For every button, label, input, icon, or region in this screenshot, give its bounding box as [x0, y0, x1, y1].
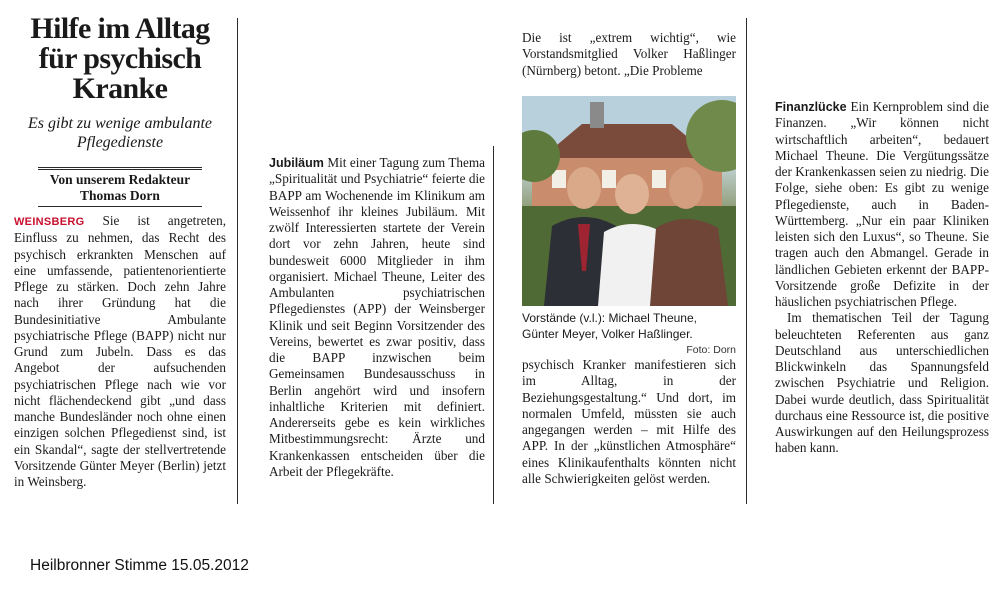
- source-footer: Heilbronner Stimme 15.05.2012: [30, 557, 249, 574]
- column-2-text: Mit einer Tagung zum Thema „Spiritualität und Psychiatrie“ feierte die BAPP am Wochenende im Klinikum am Weissenhof ihr kleines Jubiläum. Mit zwölf Interessierten startete der Verein dort vor zehn Jahren, heute sind bundesweit 6000 Mitglieder in ihm organisiert. Michael Theune, Leiter des Ambulanten psychiatrischen Pflegedienstes (APP) der Weinsberger Klinik und seit Beginn Vorsitzender des Vereins, bewertet es zwar positiv, dass die BAPP inzwischen beim Gemeinsamen Bundesausschuss in Berlin angehört wird und insofern inhaltliche Kriterien mit definiert. Andererseits gebe es kein wirkliches Mitbestimmungsrecht: Ärzte und Krankenkassen entscheiden über die Arbeit der Pflegekräfte.: [269, 155, 485, 479]
- column-4-text-2: Im thematischen Teil der Tagung beleuchteten Referenten aus ganz Deutschland aus unterschiedlichen Blickwinkeln das Spannungsfeld zwischen Psychiatrie und Religion. Dabei wurde deutlich, dass Spiritualität durchaus eine Ressource ist, die positive Auswirkungen auf den Heilungsprozess haben kann.: [775, 310, 989, 456]
- headline: Hilfe im Alltag für psychisch Kranke: [30, 12, 210, 105]
- column-4-text: Ein Kernproblem sind die Finanzen. „Wir können nicht wirtschaftlich arbeiten“, bedauert Michael Theune. Die Vergütungssätze der Krankenkassen seien zu niedrig. Die Folge, siehe oben: Es gibt zu wenige Pflegedienste, auch in Baden-Württemberg. „Nur ein paar Kliniken leisten sich den Luxus“, so Theune. Sie tragen auch den Abmangel. Gerade in ländlichen Gebieten erkennt der BAPP-Vorsitzende große Defizite in der häuslichen psychiatrischen Pflege.: [775, 99, 990, 309]
- photo-illustration: [522, 96, 736, 306]
- photo: [522, 96, 736, 306]
- column-divider-3: [746, 18, 747, 504]
- byline: [14, 172, 226, 204]
- byline-rule-top-2: [38, 169, 202, 170]
- subheadline: Es gibt zu wenige ambulante Pflegedienste: [28, 115, 212, 151]
- column-3-bottom: psychisch Kranker manifestieren sich im Alltag, in der Beziehungsgestaltung.“ Und dort, im normalen Umfeld, müssten sie auch angegangen werden – mit Hilfe des APP. In der „künstlichen Atmosphäre“ eines Klinikaufenthalts könnten nicht alle Schwierigkeiten gelöst werden.: [522, 357, 736, 486]
- byline-rule-top: [38, 167, 202, 168]
- photo-caption-text: Vorstände (v.l.): Michael Theune, Günter Meyer, Volker Haßlinger.: [522, 311, 697, 341]
- section-keyword-finanzluecke: Finanzlücke: [775, 100, 847, 114]
- column-1-text: Sie ist angetreten, Einfluss zu nehmen, das Recht des psychisch erkrankten Menschen auf eine umfassende, patientenorientierte Pflege zu stärken. Doch zehn Jahre nach ihrer Gründung hat die Bundesinitiative Ambulante psychiatrische Pflege (BAPP) nicht nur Grund zum Jubeln. Dass es das Angebot der aufsuchenden psychiatrischen Pflege nach wie vor nicht flächendeckend gibt „und dass manche Bundesländer noch ohne einen einzigen solchen Pflegedienst sind, ist ein Skandal“, sagte der stellvertretende Vorsitzende Günter Meyer (Berlin) jetzt in Weinsberg.: [14, 213, 227, 489]
- photo-credit: Foto: Dorn: [686, 344, 736, 356]
- column-4: [775, 99, 989, 457]
- section-keyword-jubilaeum: Jubiläum: [269, 156, 324, 170]
- dateline: WEINSBERG: [14, 216, 85, 228]
- byline-author: Thomas Dorn: [80, 188, 160, 203]
- column-1: [14, 213, 226, 490]
- byline-rule-bottom: [38, 206, 202, 207]
- column-divider-2: [493, 146, 494, 504]
- photo-caption: [522, 310, 736, 358]
- column-3-top: Die ist „extrem wichtig“, wie Vorstandsmitglied Volker Haßlinger (Nürnberg) betont. „Die Probleme: [522, 30, 736, 78]
- byline-line-1: Von unserem Redakteur: [49, 172, 191, 187]
- column-divider-1: [237, 18, 238, 504]
- column-2: [269, 155, 485, 480]
